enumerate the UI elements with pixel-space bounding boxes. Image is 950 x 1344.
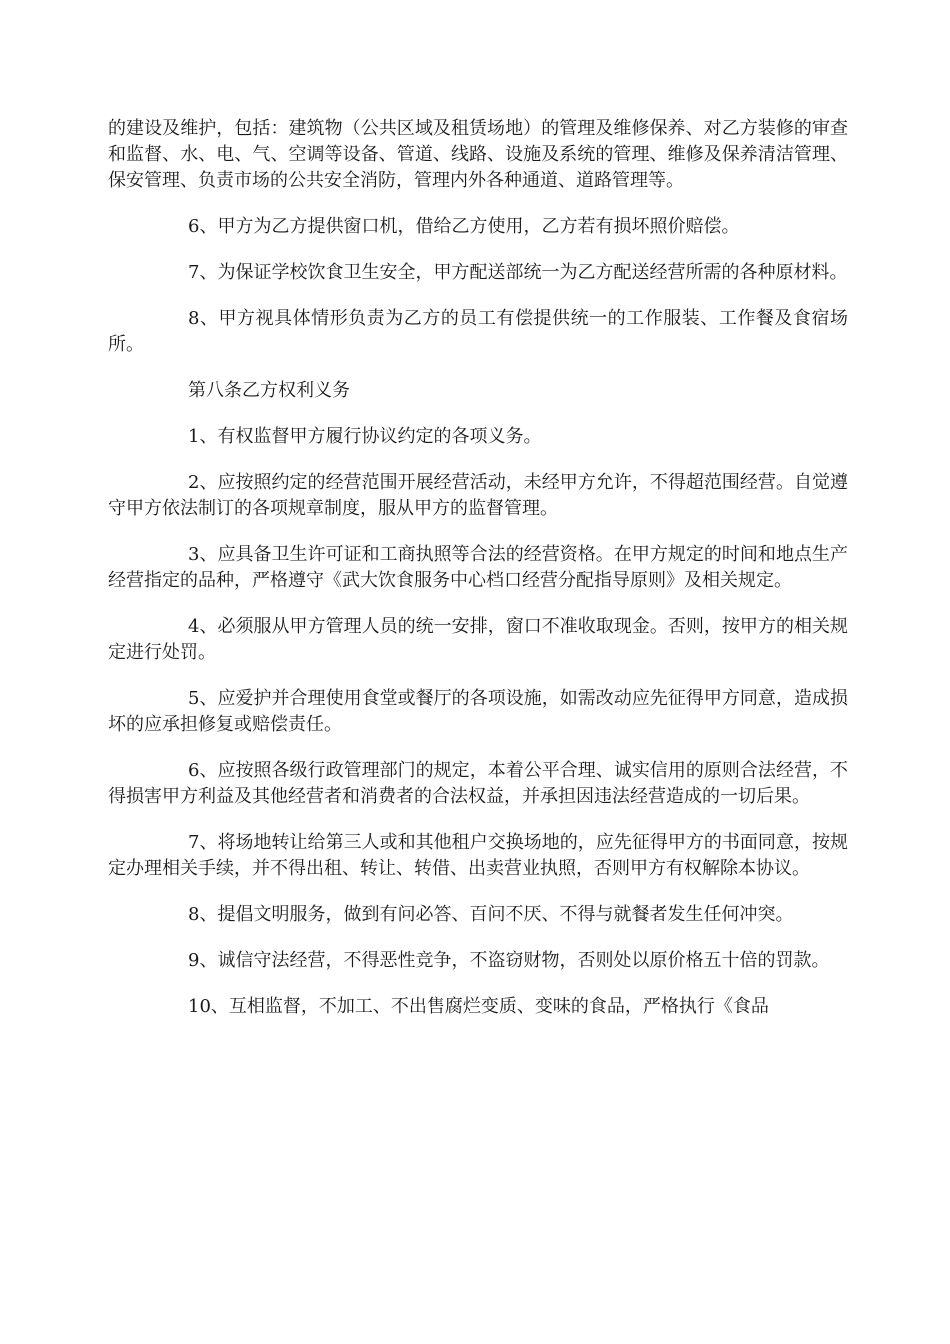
paragraph-duty-2: 2、应按照约定的经营范围开展经营活动，未经甲方允许，不得超范围经营。自觉遵守甲方依法制订的各项规章制度，服从甲方的监督管理。: [108, 472, 848, 519]
section-heading-article-8: 第八条乙方权利义务: [188, 380, 350, 401]
paragraph-continuation: 的建设及维护，包括：建筑物（公共区域及租赁场地）的管理及维修保养、对乙方装修的审查和监督、水、电、气、空调等设备、管道、线路、设施及系统的管理、维修及保养清洁管理、保安管理、负责市场的公共安全消防，管理内外各种通道、道路管理等。: [108, 118, 848, 191]
paragraph-duty-8: 8、提倡文明服务，做到有问必答、百问不厌、不得与就餐者发生任何冲突。: [188, 904, 794, 925]
paragraph-duty-4: 4、必须服从甲方管理人员的统一安排，窗口不准收取现金。否则，按甲方的相关规定进行处罚。: [108, 616, 848, 663]
paragraph-duty-10: 10、互相监督，不加工、不出售腐烂变质、变味的食品，严格执行《食品: [188, 996, 769, 1017]
paragraph-duty-7: 7、将场地转让给第三人或和其他租户交换场地的，应先征得甲方的书面同意，按规定办理相关手续，并不得出租、转让、转借、出卖营业执照，否则甲方有权解除本协议。: [108, 832, 848, 879]
paragraph-duty-5: 5、应爱护并合理使用食堂或餐厅的各项设施，如需改动应先征得甲方同意，造成损坏的应承担修复或赔偿责任。: [108, 688, 848, 735]
paragraph-duty-6: 6、应按照各级行政管理部门的规定，本着公平合理、诚实信用的原则合法经营，不得损害甲方利益及其他经营者和消费者的合法权益，并承担因违法经营造成的一切后果。: [108, 760, 848, 807]
paragraph-duty-1: 1、有权监督甲方履行协议约定的各项义务。: [188, 426, 542, 447]
paragraph-duty-3: 3、应具备卫生许可证和工商执照等合法的经营资格。在甲方规定的时间和地点生产经营指定的品种，严格遵守《武大饮食服务中心档口经营分配指导原则》及相关规定。: [108, 544, 848, 591]
paragraph-item-7: 7、为保证学校饮食卫生安全，甲方配送部统一为乙方配送经营所需的各种原材料。: [188, 262, 848, 283]
paragraph-duty-9: 9、诚信守法经营，不得恶性竞争，不盗窃财物，否则处以原价格五十倍的罚款。: [188, 950, 830, 971]
document-body: [108, 116, 848, 1040]
paragraph-item-6: 6、甲方为乙方提供窗口机，借给乙方使用，乙方若有损坏照价赔偿。: [188, 216, 740, 237]
paragraph-item-8: 8、甲方视具体情形负责为乙方的员工有偿提供统一的工作服装、工作餐及食宿场所。: [108, 308, 848, 355]
